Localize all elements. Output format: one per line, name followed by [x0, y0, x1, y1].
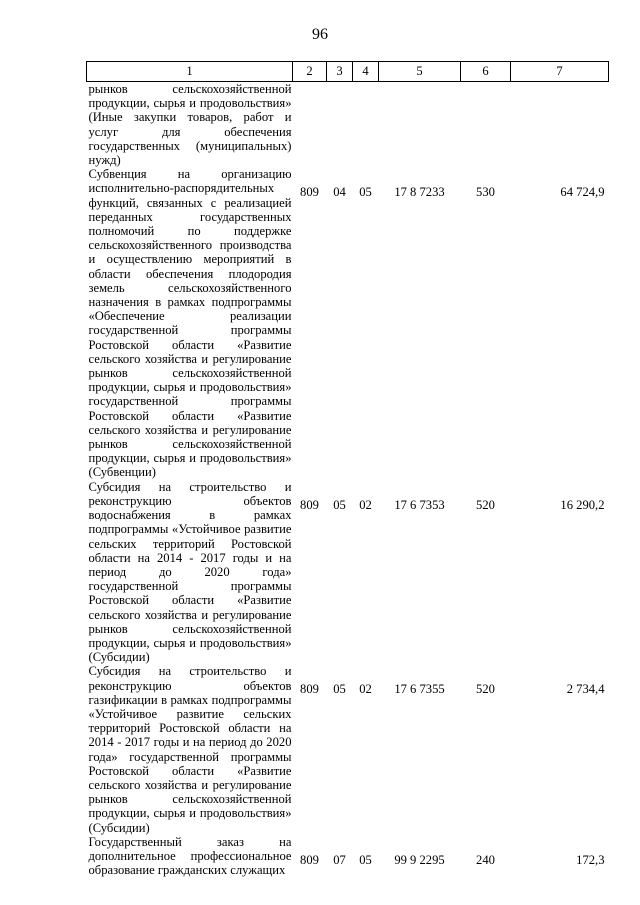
table-row	[87, 82, 609, 168]
target-article-code: 99 9 2295	[394, 852, 445, 867]
expense-type-code: 520	[476, 497, 495, 512]
column-header: 5	[379, 62, 461, 82]
column-header: 4	[353, 62, 379, 82]
page-number: 96	[312, 26, 328, 43]
table-row	[87, 167, 609, 479]
row-description: Субсидия на строительство и реконструкцию объектов газификации в рамках подпрограммы «Устойчивое развитие сельских территорий Ростовской области на 2014 - 2017 годы и на период до 2020 года» государственной программы Ростовской области «Развитие сельского хозяйства и регулирование рынков сельскохозяйственной продукции, сырья и продовольствия» (Субсидии)	[88, 664, 292, 835]
column-header: 2	[293, 62, 327, 82]
section-code: 04	[333, 185, 346, 200]
column-header: 6	[461, 62, 511, 82]
subsection-code	[353, 82, 379, 168]
column-header: 3	[327, 62, 353, 82]
amount: 2 734,4	[566, 682, 605, 697]
table-row	[87, 664, 609, 834]
expense-type-code: 520	[476, 682, 495, 697]
row-description: Субвенция на организацию исполнительно-распорядительных функций, связанных с реализацией переданных государственных полномочий по поддержке сельскохозяйственного производства и осуществлению мероприятий в области обеспечения плодородия земель сельскохозяйственного назначения в рамках подпрограммы «Обеспечение реализации государственной программы Ростовской области «Развитие сельского хозяйства и регулирование рынков сельскохозяйственной продукции, сырья и продовольствия» государственной программы Ростовской области «Развитие сельского хозяйства и регулирование рынков сельскохозяйственной продукции, сырья и продовольствия» (Субвенции)	[88, 167, 292, 480]
row-description: Государственный заказ на дополнительное профессиональное образование гражданских служащих	[88, 834, 292, 878]
section-code: 05	[333, 682, 346, 697]
target-article-code	[379, 82, 461, 168]
amount	[511, 82, 609, 168]
subsection-code: 05	[359, 852, 372, 867]
row-description: Субсидия на строительство и реконструкцию объектов водоснабжения в рамках подпрограммы «Устойчивое развитие сельских территорий Ростовской области на 2014 - 2017 годы и на период до 2020 года» государственной программы Ростовской области «Развитие сельского хозяйства и регулирование рынков сельскохозяйственной продукции, сырья и продовольствия» (Субсидии)	[88, 479, 292, 665]
subsection-code: 02	[359, 497, 372, 512]
row-description: рынков сельскохозяйственной продукции, сырья и продовольствия» (Иные закупки товаров, работ и услуг для обеспечения государственных (муниципальных) нужд)	[88, 82, 292, 168]
ministry-code: 809	[300, 682, 319, 697]
target-article-code: 17 8 7233	[394, 185, 445, 200]
amount: 16 290,2	[560, 497, 605, 512]
column-header: 1	[87, 62, 293, 82]
table-row	[87, 835, 609, 878]
ministry-code: 809	[300, 852, 319, 867]
ministry-code: 809	[300, 497, 319, 512]
expense-type-code: 240	[476, 852, 495, 867]
amount: 172,3	[576, 852, 605, 867]
expense-type-code: 530	[476, 185, 495, 200]
target-article-code: 17 6 7355	[394, 682, 445, 697]
header-row	[87, 62, 609, 82]
ministry-code	[293, 82, 327, 168]
expense-type-code	[461, 82, 511, 168]
column-header: 7	[511, 62, 609, 82]
subsection-code: 05	[359, 185, 372, 200]
amount: 64 724,9	[560, 185, 605, 200]
table-row	[87, 480, 609, 665]
section-code	[327, 82, 353, 168]
subsection-code: 02	[359, 682, 372, 697]
section-code: 07	[333, 852, 346, 867]
section-code: 05	[333, 497, 346, 512]
ministry-code: 809	[300, 185, 319, 200]
budget-table	[86, 61, 609, 877]
target-article-code: 17 6 7353	[394, 497, 445, 512]
